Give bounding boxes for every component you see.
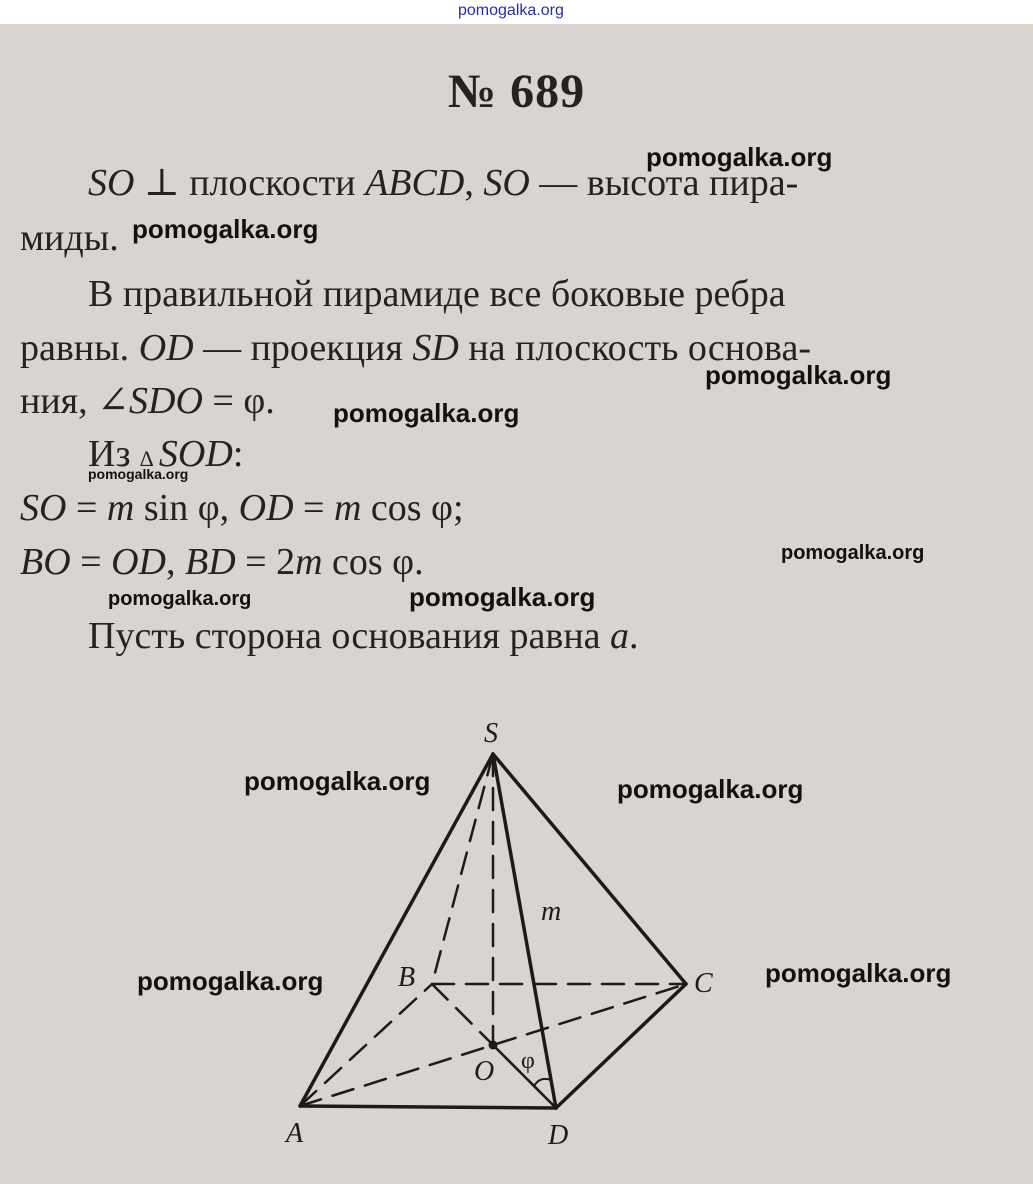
paragraph-2-line-1: В правильной пирамиде все боковые ребра	[88, 273, 786, 315]
label-o: O	[474, 1056, 495, 1087]
problem-title: № 689	[447, 65, 586, 118]
edge-ab	[300, 984, 432, 1106]
watermark: pomogalka.org	[409, 582, 596, 612]
watermark: pomogalka.org	[244, 766, 431, 796]
eq-term: m	[333, 487, 362, 529]
watermark: pomogalka.org	[646, 142, 833, 172]
text-fragment: :	[232, 433, 244, 475]
text-fragment: — проекция	[193, 327, 413, 369]
text-a: a	[610, 615, 630, 657]
text-sd: SD	[412, 327, 459, 369]
text-fragment: ния, ∠	[20, 380, 129, 422]
edge-dc	[556, 984, 686, 1108]
text-od: OD	[138, 327, 194, 369]
eq-term: cos φ.	[322, 541, 424, 583]
text-sod: SOD	[158, 433, 233, 475]
eq-term: = 2	[235, 541, 296, 583]
text-so: SO	[88, 162, 135, 204]
watermark: pomogalka.org	[137, 966, 324, 996]
point-o	[489, 1041, 498, 1050]
eq-term: OD	[111, 541, 166, 583]
eq-term: m	[106, 487, 135, 529]
label-phi: φ	[521, 1048, 535, 1074]
triangle-symbol: ∆	[139, 446, 159, 471]
label-a: A	[286, 1118, 304, 1149]
text-so: SO	[483, 162, 530, 204]
site-link[interactable]: pomogalka.org	[458, 2, 564, 19]
eq-term: =	[66, 487, 107, 529]
watermark: pomogalka.org	[617, 774, 804, 804]
watermark: pomogalka.org	[781, 542, 925, 564]
text-sdo: SDO	[129, 380, 203, 422]
text-fragment: ⊥ плоскости	[134, 162, 366, 204]
top-bar	[0, 0, 1033, 24]
text-abcd: ABCD	[365, 162, 465, 204]
eq-term: sin φ,	[134, 487, 239, 529]
text-fragment: Пусть сторона основания равна	[88, 615, 611, 657]
eq-term: BD	[184, 541, 236, 583]
label-m: m	[541, 896, 562, 927]
watermark: pomogalka.org	[765, 958, 952, 988]
watermark: pomogalka.org	[88, 466, 189, 482]
eq-term: BO	[20, 541, 71, 583]
label-b: B	[398, 962, 416, 993]
watermark: pomogalka.org	[705, 360, 892, 390]
edge-ad	[300, 1106, 556, 1108]
textbook-page	[0, 24, 1033, 1184]
label-d: D	[548, 1120, 569, 1151]
eq-term: SO	[20, 487, 67, 529]
text-fragment: = φ.	[202, 380, 275, 422]
label-c: C	[694, 968, 713, 999]
watermark: pomogalka.org	[333, 398, 520, 428]
watermark: pomogalka.org	[108, 588, 252, 610]
eq-term: =	[70, 541, 112, 583]
text-fragment: .	[629, 615, 639, 657]
eq-term: OD	[238, 487, 294, 529]
eq-term: ,	[165, 541, 185, 583]
text-fragment: ,	[464, 162, 484, 204]
text-fragment: равны.	[20, 327, 139, 369]
text-fragment: на плоскость основа-	[458, 327, 812, 369]
paragraph-1-line-2: миды.	[20, 217, 119, 259]
text-fragment: — высота пира-	[529, 162, 799, 204]
label-s: S	[484, 718, 498, 749]
angle-phi-arc	[534, 1079, 551, 1086]
eq-term: m	[295, 541, 323, 583]
watermark: pomogalka.org	[132, 214, 319, 244]
eq-term: cos φ;	[361, 487, 464, 529]
edge-sb	[432, 754, 493, 984]
eq-term: =	[293, 487, 334, 529]
text-fragment: Из	[88, 433, 140, 475]
